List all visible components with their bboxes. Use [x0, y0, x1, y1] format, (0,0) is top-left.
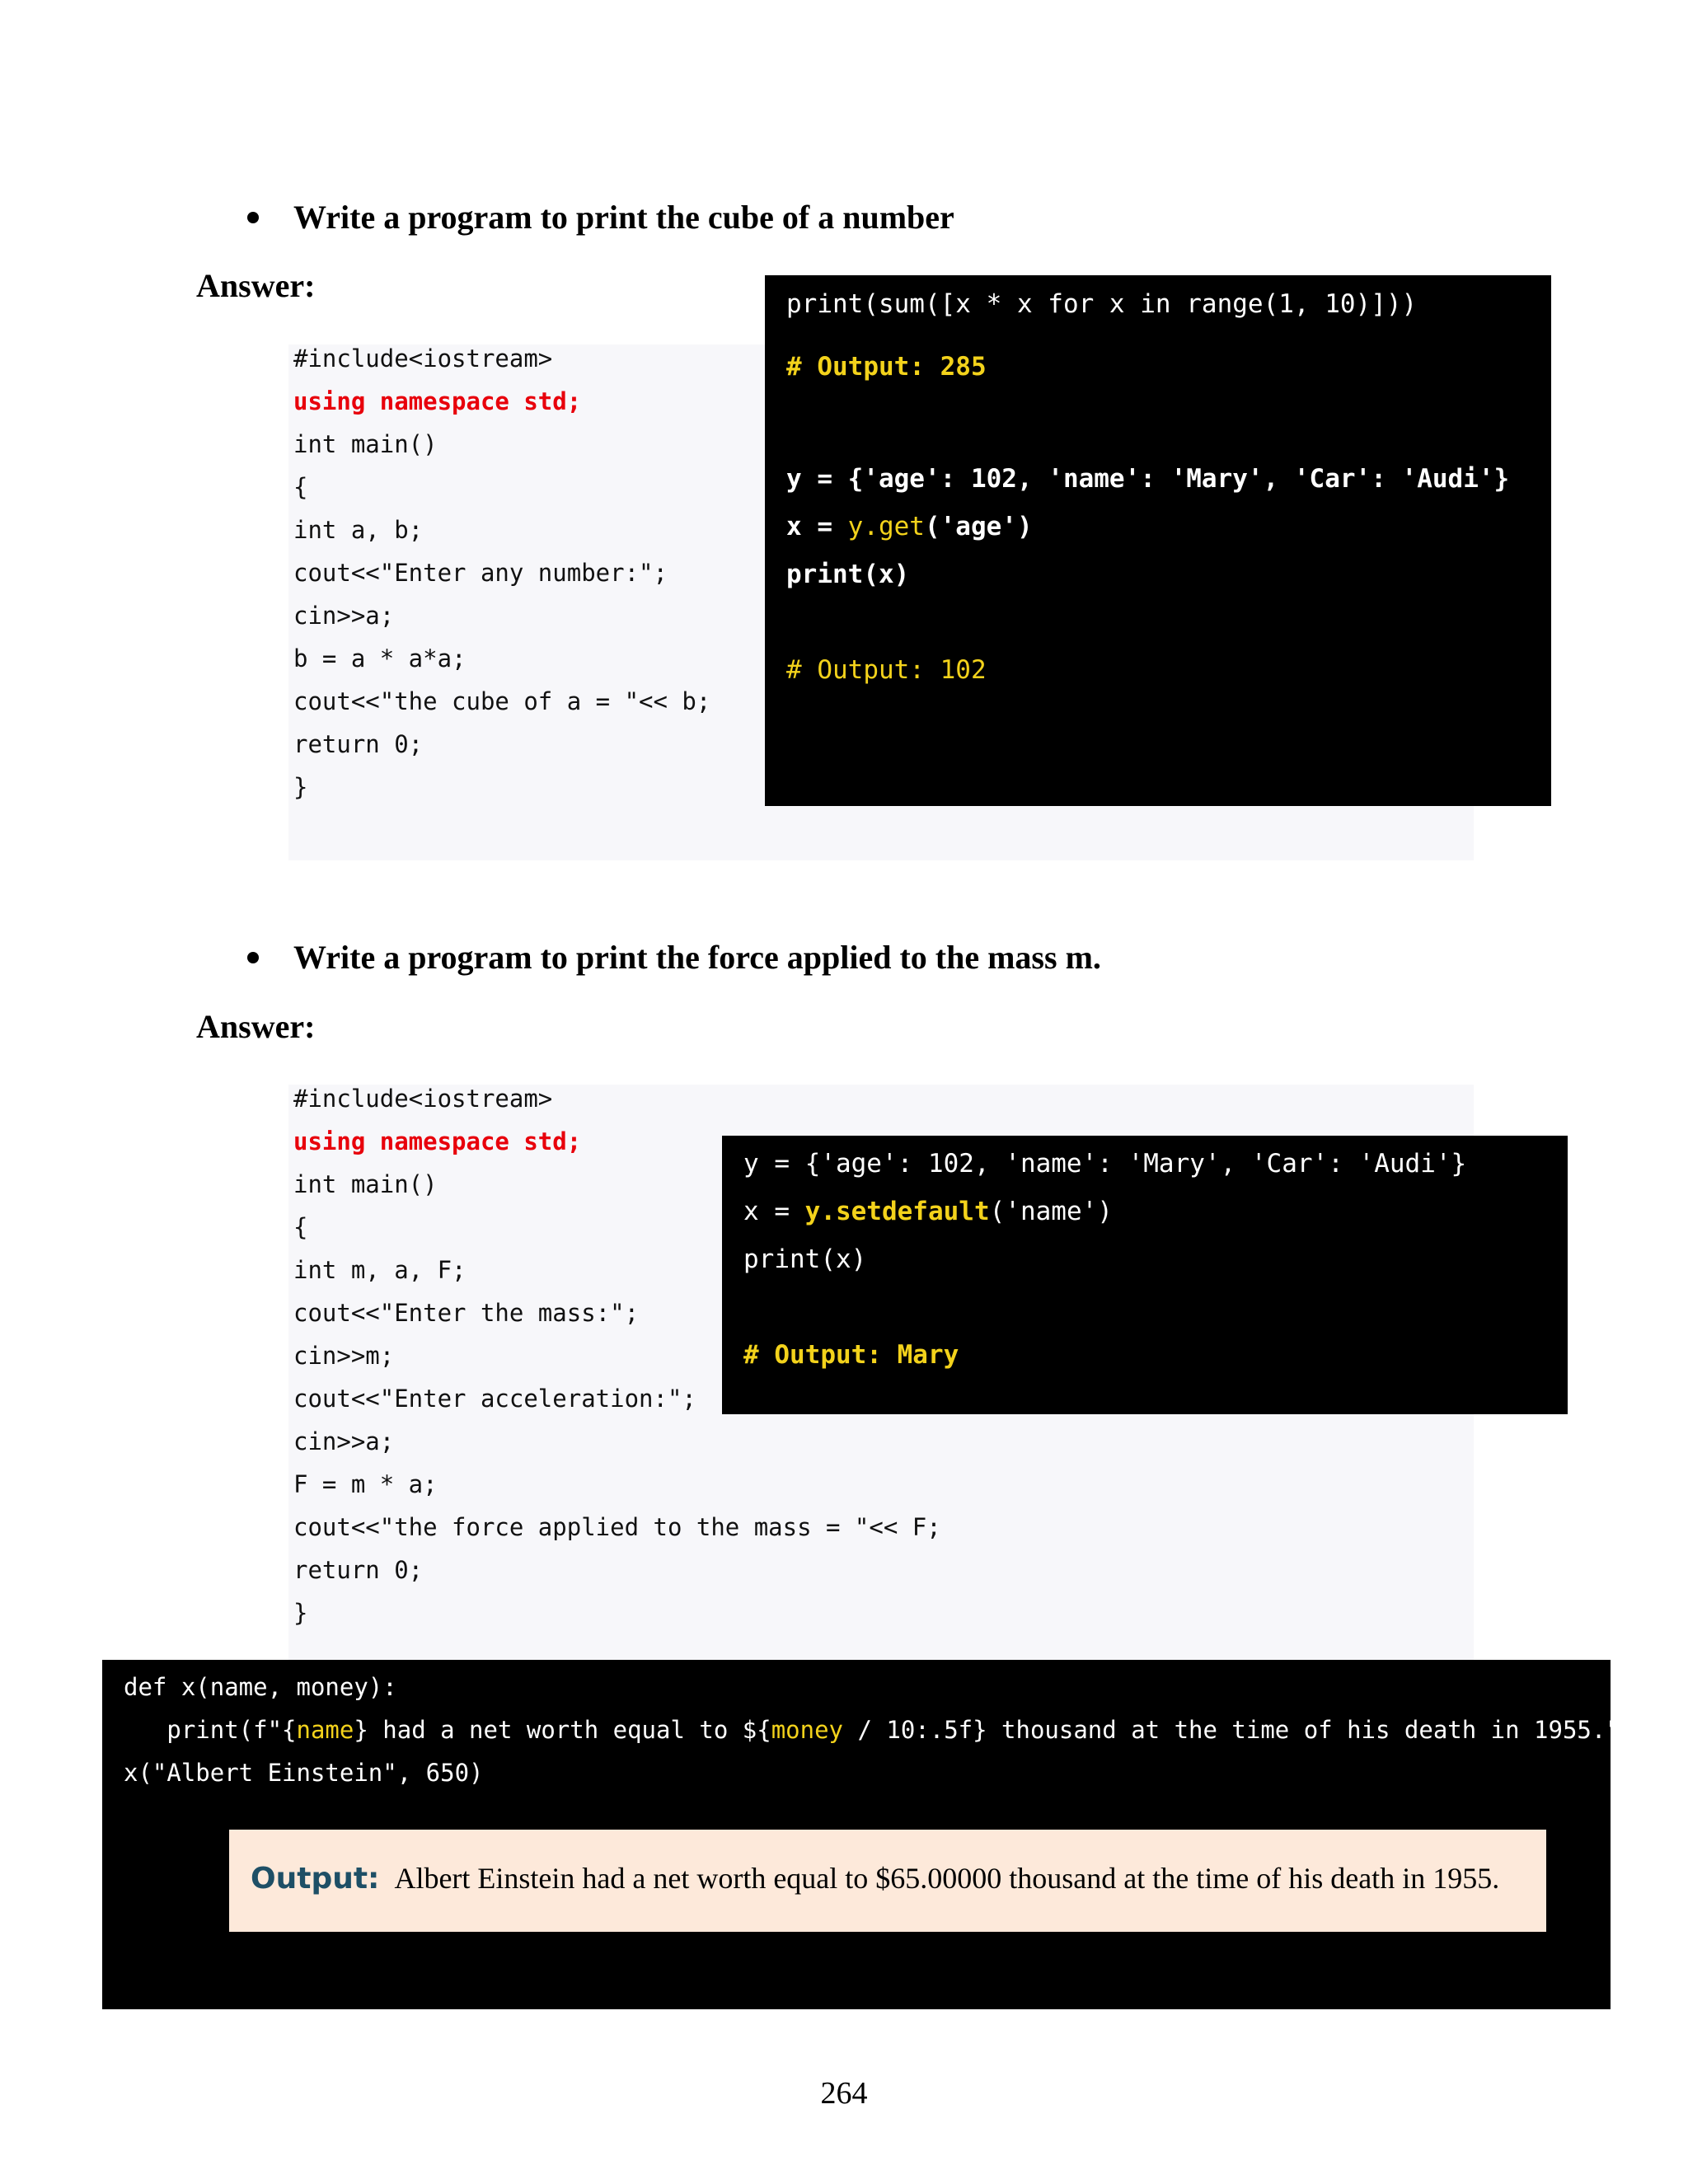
- output-label: Output:: [251, 1862, 380, 1896]
- section1-heading: Write a program to print the cube of a number: [293, 199, 954, 236]
- code-line: int a, b;: [293, 516, 424, 544]
- py-comment: # Output: 102: [786, 655, 987, 685]
- code-line: cout<<"Enter the mass:";: [293, 1299, 640, 1327]
- py-func-token: y.setdefault: [804, 1197, 990, 1226]
- code-line: cout<<"the force applied to the mass = "<< F;: [293, 1513, 941, 1541]
- code-line: return 0;: [293, 730, 424, 758]
- code-line: cin>>a;: [293, 602, 395, 630]
- code-line: int main(): [293, 430, 438, 458]
- page-number: 264: [820, 2076, 868, 2111]
- py-line: print(x): [786, 560, 910, 589]
- py-func-token: y.get: [847, 512, 925, 541]
- py-line: [743, 1196, 1113, 1227]
- code-line: F = m * a;: [293, 1470, 438, 1498]
- code-line: cout<<"Enter acceleration:";: [293, 1385, 696, 1413]
- code-line: cout<<"Enter any number:";: [293, 559, 668, 587]
- py-token: ('age'): [924, 512, 1033, 541]
- py-line: print(x): [743, 1244, 867, 1274]
- py-comment: # Output: Mary: [743, 1340, 959, 1370]
- code-line: cout<<"the cube of a = "<< b;: [293, 687, 711, 715]
- code-line: int m, a, F;: [293, 1256, 467, 1284]
- code-line: {: [293, 1213, 308, 1241]
- py-line: y = {'age': 102, 'name': 'Mary', 'Car': 'Audi'}: [743, 1149, 1467, 1179]
- bullet-icon: [247, 212, 259, 223]
- py-line: x("Albert Einstein", 650): [124, 1759, 484, 1787]
- py-comment: # Output: 285: [786, 352, 987, 382]
- code-line: #include<iostream>: [293, 1085, 553, 1113]
- py-line: print(sum([x * x for x in range(1, 10)])): [786, 289, 1418, 319]
- section2-heading-row: [247, 938, 1101, 977]
- py-token: x =: [743, 1197, 805, 1226]
- output-box: [229, 1830, 1546, 1932]
- py-token: } had a net worth equal to ${: [354, 1716, 771, 1744]
- py-token: x =: [786, 512, 848, 541]
- output-row: [251, 1861, 1499, 1896]
- code-line: {: [293, 473, 308, 501]
- code-line: cin>>a;: [293, 1427, 395, 1455]
- py-token: ('name'): [989, 1197, 1113, 1226]
- py-token: print(f"{: [124, 1716, 297, 1744]
- code-line: int main(): [293, 1170, 438, 1198]
- section1-heading-row: [247, 198, 954, 237]
- code-line: return 0;: [293, 1556, 424, 1584]
- bullet-icon: [247, 952, 259, 963]
- code-line: }: [293, 1599, 308, 1627]
- py-var-token: name: [296, 1716, 354, 1744]
- code-line: }: [293, 773, 308, 801]
- py-line: def x(name, money):: [124, 1673, 397, 1701]
- section2-answer-label: Answer:: [196, 1008, 316, 1045]
- code-line: cin>>m;: [293, 1342, 395, 1370]
- section1-answer-label: Answer:: [196, 267, 316, 304]
- code-line: #include<iostream>: [293, 344, 553, 373]
- py-token: / 10:.5f} thousand at the time of his death in 1955."): [843, 1716, 1635, 1744]
- py-line: [124, 1714, 1634, 1746]
- code-line-keyword: using namespace std;: [293, 1127, 582, 1155]
- py-var-token: money: [771, 1716, 843, 1744]
- section2-heading: Write a program to print the force applied to the mass m.: [293, 939, 1101, 976]
- output-text: Albert Einstein had a net worth equal to $65.00000 thousand at the time of his death in 1955.: [394, 1862, 1500, 1895]
- py-line: [786, 511, 1033, 542]
- code-line: b = a * a*a;: [293, 644, 467, 673]
- code-line-keyword: using namespace std;: [293, 387, 582, 415]
- py-line: y = {'age': 102, 'name': 'Mary', 'Car': 'Audi'}: [786, 464, 1510, 494]
